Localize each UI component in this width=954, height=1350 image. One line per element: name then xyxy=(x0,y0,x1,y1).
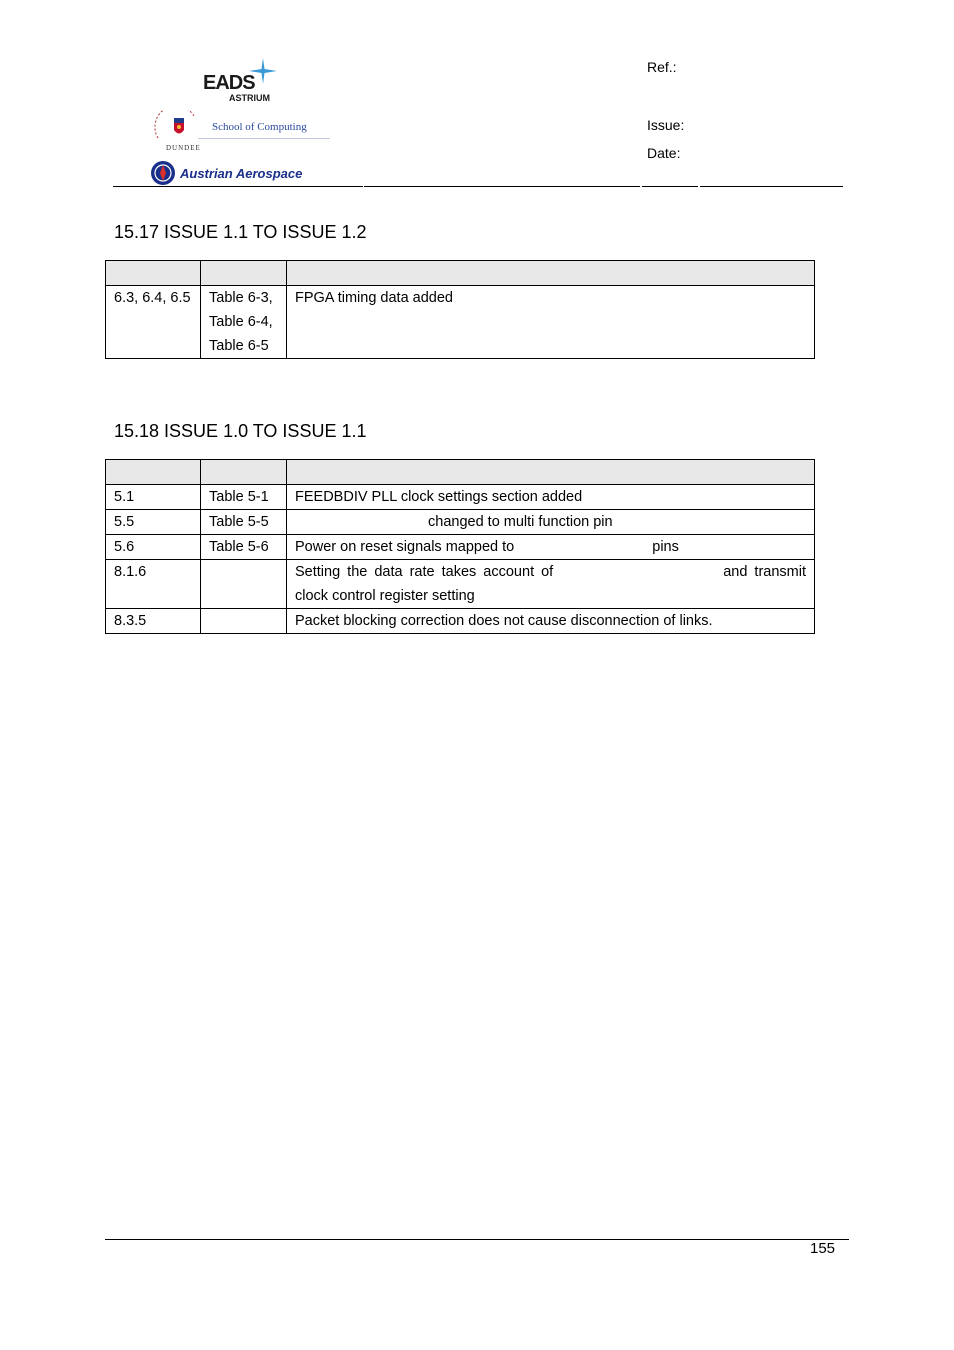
page-number: 155 xyxy=(810,1240,836,1257)
change-line xyxy=(295,560,806,584)
table-row xyxy=(106,609,815,634)
change-text: Setting the data rate takes account of xyxy=(295,564,554,580)
section-cell: 6.3, 6.4, 6.5 xyxy=(106,286,201,359)
table-ref: Table 6-3, xyxy=(209,290,273,306)
date-label: Date: xyxy=(647,145,681,161)
header-cell xyxy=(201,261,287,286)
table-row xyxy=(106,286,815,359)
header-rule xyxy=(113,186,363,187)
table-cell: Table 5-5 xyxy=(201,510,287,535)
change-text: and transmit xyxy=(723,564,806,580)
table-row xyxy=(106,485,815,510)
header-cell xyxy=(201,460,287,485)
astrium-logo-text: ASTRIUM xyxy=(229,93,270,103)
table-row xyxy=(106,560,815,609)
table-cell: Table 5-1 xyxy=(201,485,287,510)
table-header-row xyxy=(106,460,815,485)
section-heading: 15.17 ISSUE 1.1 TO ISSUE 1.2 xyxy=(114,222,367,242)
table-cell: Table 5-6 xyxy=(201,535,287,560)
change-cell xyxy=(287,510,815,535)
section-cell: 8.1.6 xyxy=(106,560,201,609)
header-rule xyxy=(364,186,640,187)
header-cell xyxy=(106,460,201,485)
table-ref: Table 6-5 xyxy=(209,338,269,354)
footer-rule xyxy=(105,1239,849,1240)
logo-underline xyxy=(198,138,330,139)
table-ref: Table 6-4, xyxy=(209,314,273,330)
table-cell xyxy=(201,286,287,359)
austrian-aerospace-text: Austrian Aerospace xyxy=(180,166,303,181)
section-heading: 15.18 ISSUE 1.0 TO ISSUE 1.1 xyxy=(114,421,367,441)
section-cell: 8.3.5 xyxy=(106,609,201,634)
section-cell: 5.1 xyxy=(106,485,201,510)
austrian-aerospace-logo xyxy=(150,160,340,188)
table-row xyxy=(106,535,815,560)
table-row xyxy=(106,510,815,535)
change-text: changed to multi function pin xyxy=(428,514,613,530)
revision-table xyxy=(105,459,815,634)
change-cell: Packet blocking correction does not cause disconnection of links. xyxy=(287,609,815,634)
school-of-computing-text: School of Computing xyxy=(212,121,307,133)
change-cell: FPGA timing data added xyxy=(287,286,815,359)
section-cell: 5.5 xyxy=(106,510,201,535)
change-text: Power on reset signals mapped to xyxy=(295,539,515,555)
header-cell xyxy=(287,261,815,286)
header-cell xyxy=(287,460,815,485)
table-header-row xyxy=(106,261,815,286)
dundee-text: DUNDEE xyxy=(166,144,201,152)
change-cell: FEEDBDIV PLL clock settings section added xyxy=(287,485,815,510)
university-seal-icon xyxy=(150,110,198,144)
header-rule xyxy=(700,186,843,187)
eads-logo-text: EADS xyxy=(203,72,255,94)
issue-label: Issue: xyxy=(647,117,685,133)
table-cell xyxy=(201,560,287,609)
globe-icon xyxy=(150,160,176,186)
header-rule xyxy=(642,186,698,187)
ref-label: Ref.: xyxy=(647,59,677,75)
table-cell xyxy=(201,609,287,634)
change-cell xyxy=(287,535,815,560)
dundee-logo xyxy=(150,110,330,156)
change-text: clock control register setting xyxy=(295,588,475,604)
revision-table xyxy=(105,260,815,359)
eads-astrium-logo xyxy=(203,58,283,104)
header-cell xyxy=(106,261,201,286)
change-text: pins xyxy=(652,539,679,555)
section-cell: 5.6 xyxy=(106,535,201,560)
change-cell xyxy=(287,560,815,609)
